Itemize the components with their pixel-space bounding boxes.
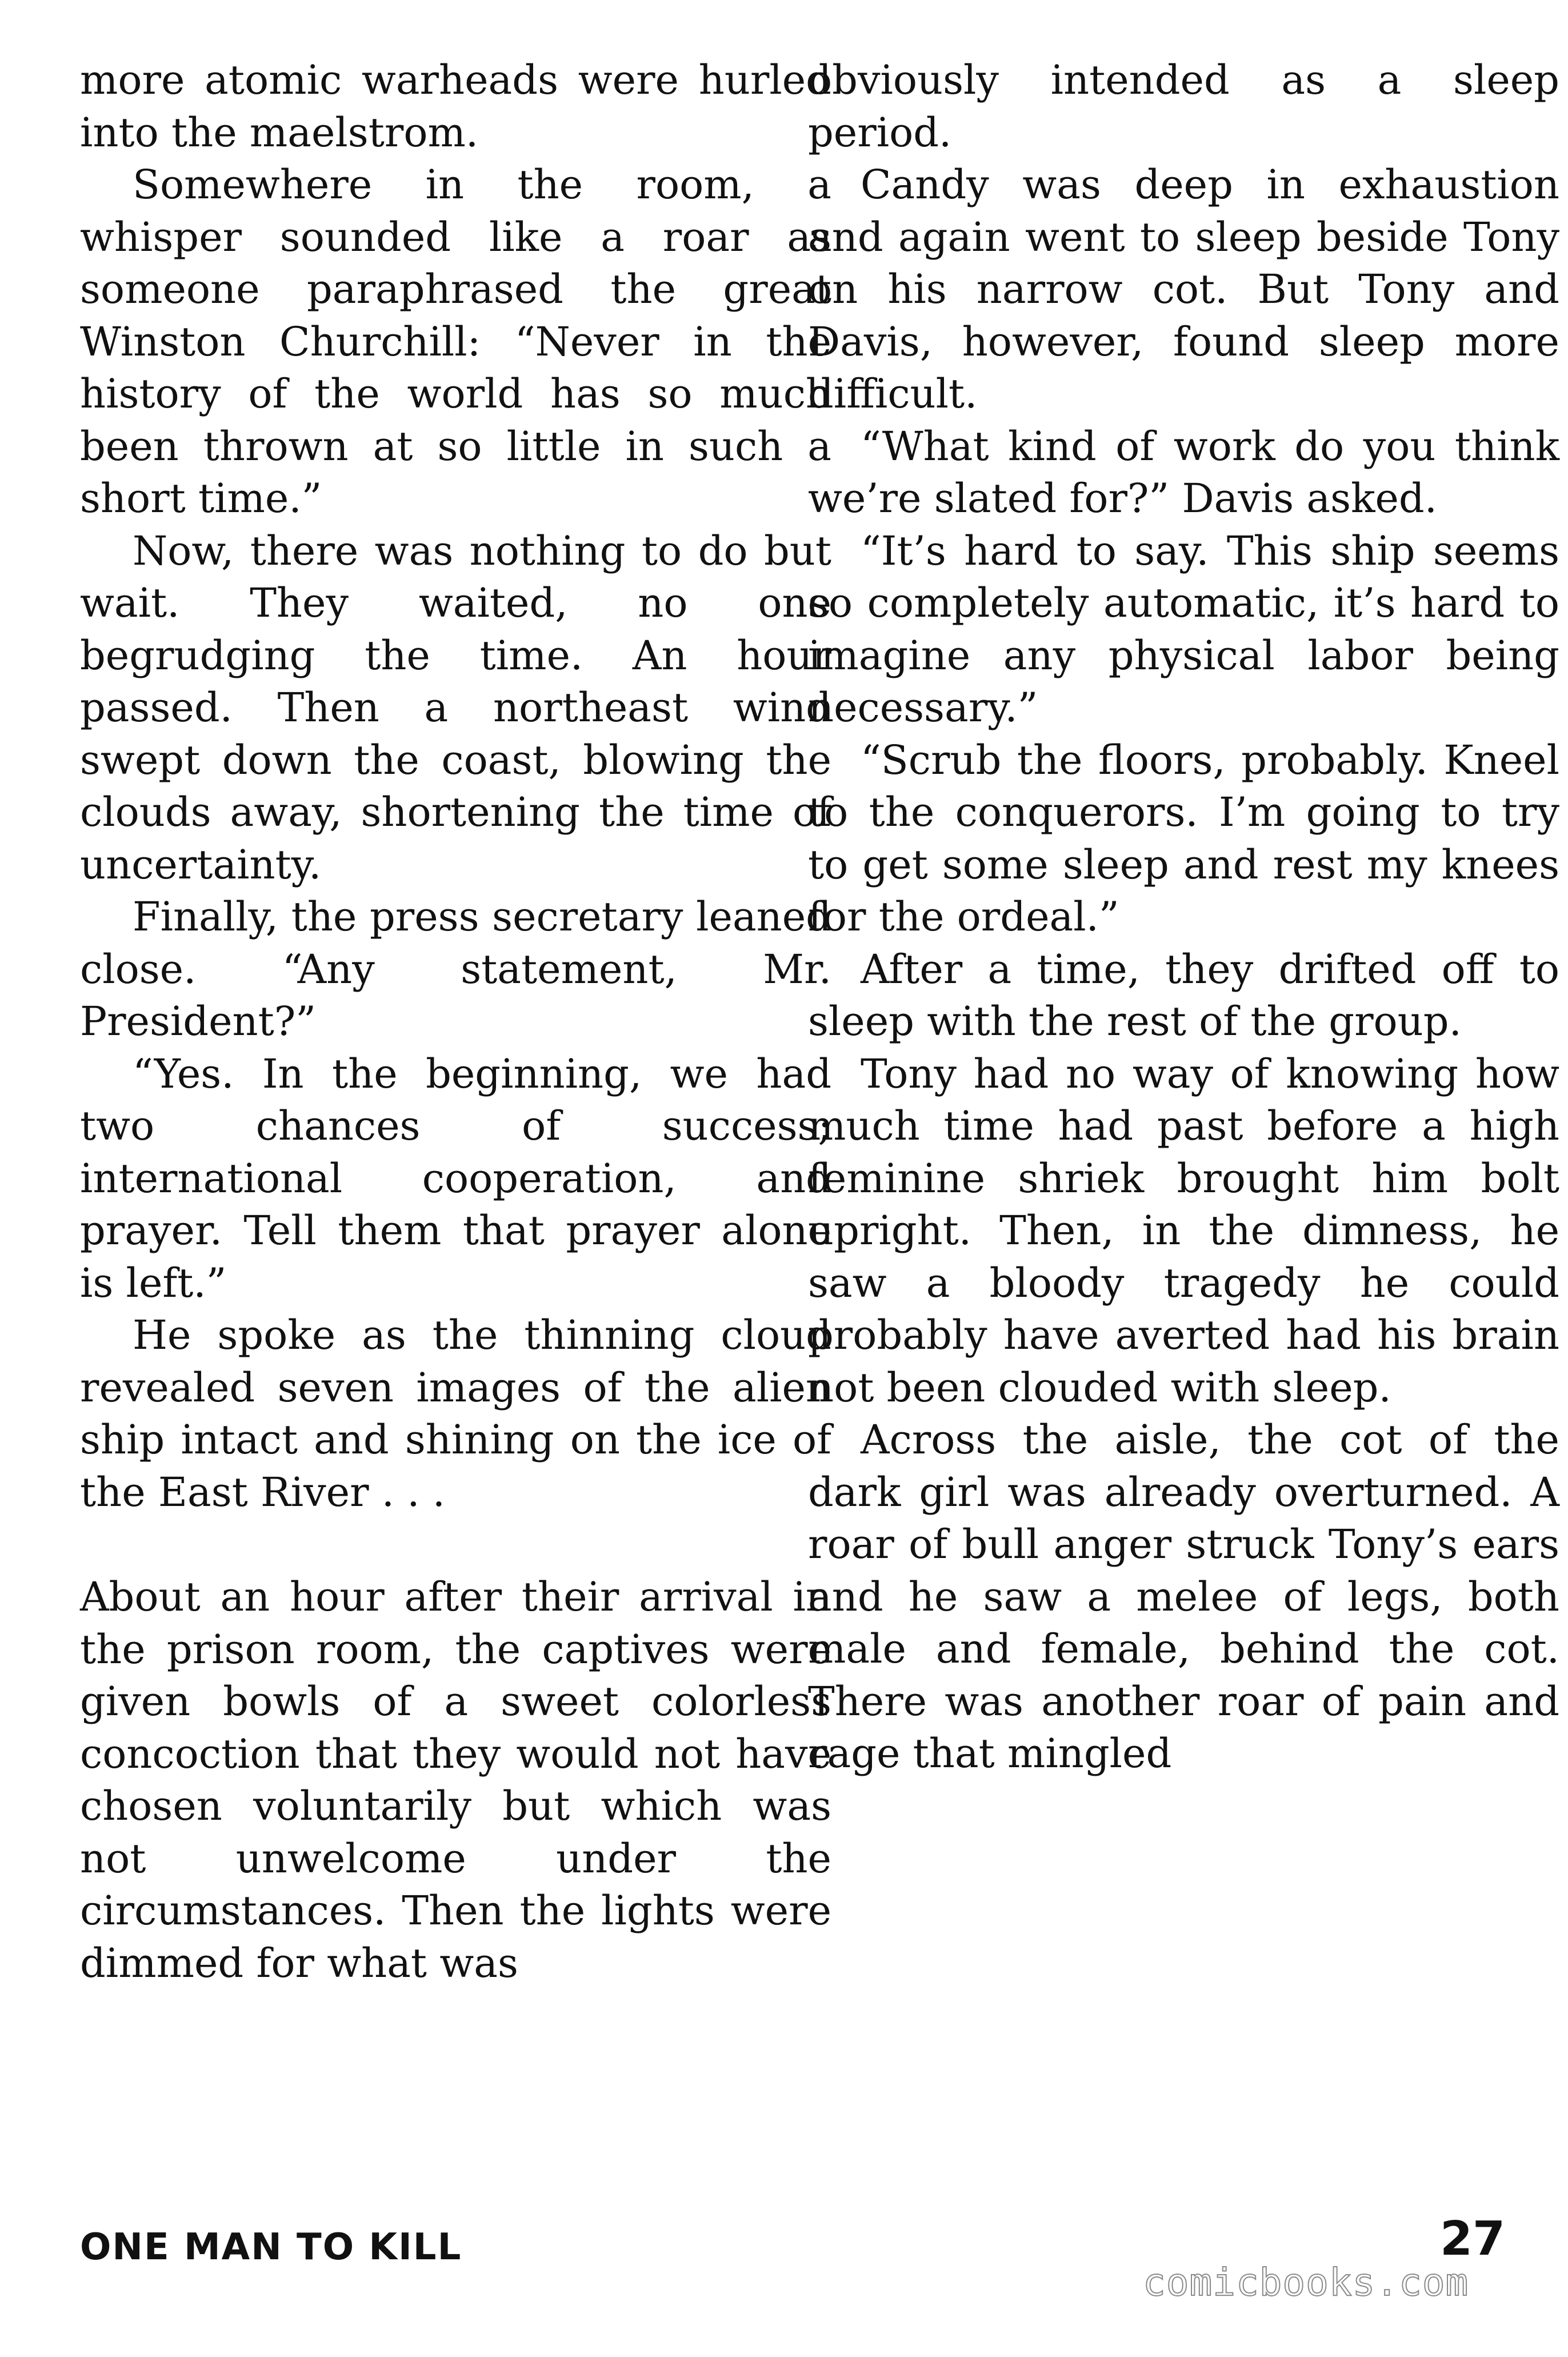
paragraph: “Scrub the floors, probably. Kneel to the conquerors. I’m going to try to get some sleep and rest my knees for the ordeal.” <box>808 736 1559 940</box>
page-number: 27 <box>1440 2212 1506 2266</box>
paragraph: Now, there was nothing to do but wait. They waited, no one begrudging the time. An hour passed. Then a northeast wind swept down the coast, blowing the clouds away, shortening the time of uncertainty. <box>80 527 831 888</box>
paragraph: He spoke as the thinning cloud revealed seven images of the alien ship intact and shining on the ice of the East River . . . <box>80 1312 831 1516</box>
paragraph: “Yes. In the beginning, we had two chances of success; international cooperation, and prayer. Tell them that prayer alone is left.” <box>80 1050 831 1307</box>
paragraph: “What kind of work do you think we’re slated for?” Davis asked. <box>808 422 1559 522</box>
watermark: comicbooks.com <box>1143 2260 1469 2304</box>
paragraph: Candy was deep in exhaustion and again went to sleep beside Tony on his narrow cot. But Tony and Davis, however, found sleep more difficult. <box>808 161 1559 417</box>
paragraph: obviously intended as a sleep period. <box>808 57 1559 156</box>
left-text-column <box>80 54 831 1990</box>
paragraph: Across the aisle, the cot of the dark girl was already overturned. A roar of bull anger struck Tony’s ears and he saw a melee of legs, both male and female, behind the cot. There was another roar of pain and rage that mingled <box>808 1416 1559 1777</box>
paragraph: After a time, they drifted off to sleep with the rest of the group. <box>808 945 1559 1045</box>
paragraph: Finally, the press secretary leaned close. “Any statement, Mr. President?” <box>80 893 831 1045</box>
paragraph: Tony had no way of knowing how much time had past before a high feminine shriek brought him bolt upright. Then, in the dimness, he saw a bloody tragedy he could probably have averted had his brain not been clouded with sleep. <box>808 1050 1559 1411</box>
right-text-column <box>808 54 1559 1780</box>
running-footer-title: ONE MAN TO KILL <box>80 2226 462 2268</box>
paragraph: “It’s hard to say. This ship seems so completely automatic, it’s hard to imagine any physical labor being necessary.” <box>808 527 1559 731</box>
section-break <box>80 1519 831 1571</box>
paragraph: About an hour after their arrival in the prison room, the captives were given bowls of a sweet colorless concoction that they would not have chosen voluntarily but which was not unwelcome under the circumstances. Then the lights were dimmed for what was <box>80 1573 831 1987</box>
paragraph: Somewhere in the room, a whisper sounded like a roar as someone paraphrased the great Winston Churchill: “Never in the history of the world has so much been thrown at so little in such a short time.” <box>80 161 831 522</box>
paragraph: more atomic warheads were hurled into the maelstrom. <box>80 57 831 156</box>
